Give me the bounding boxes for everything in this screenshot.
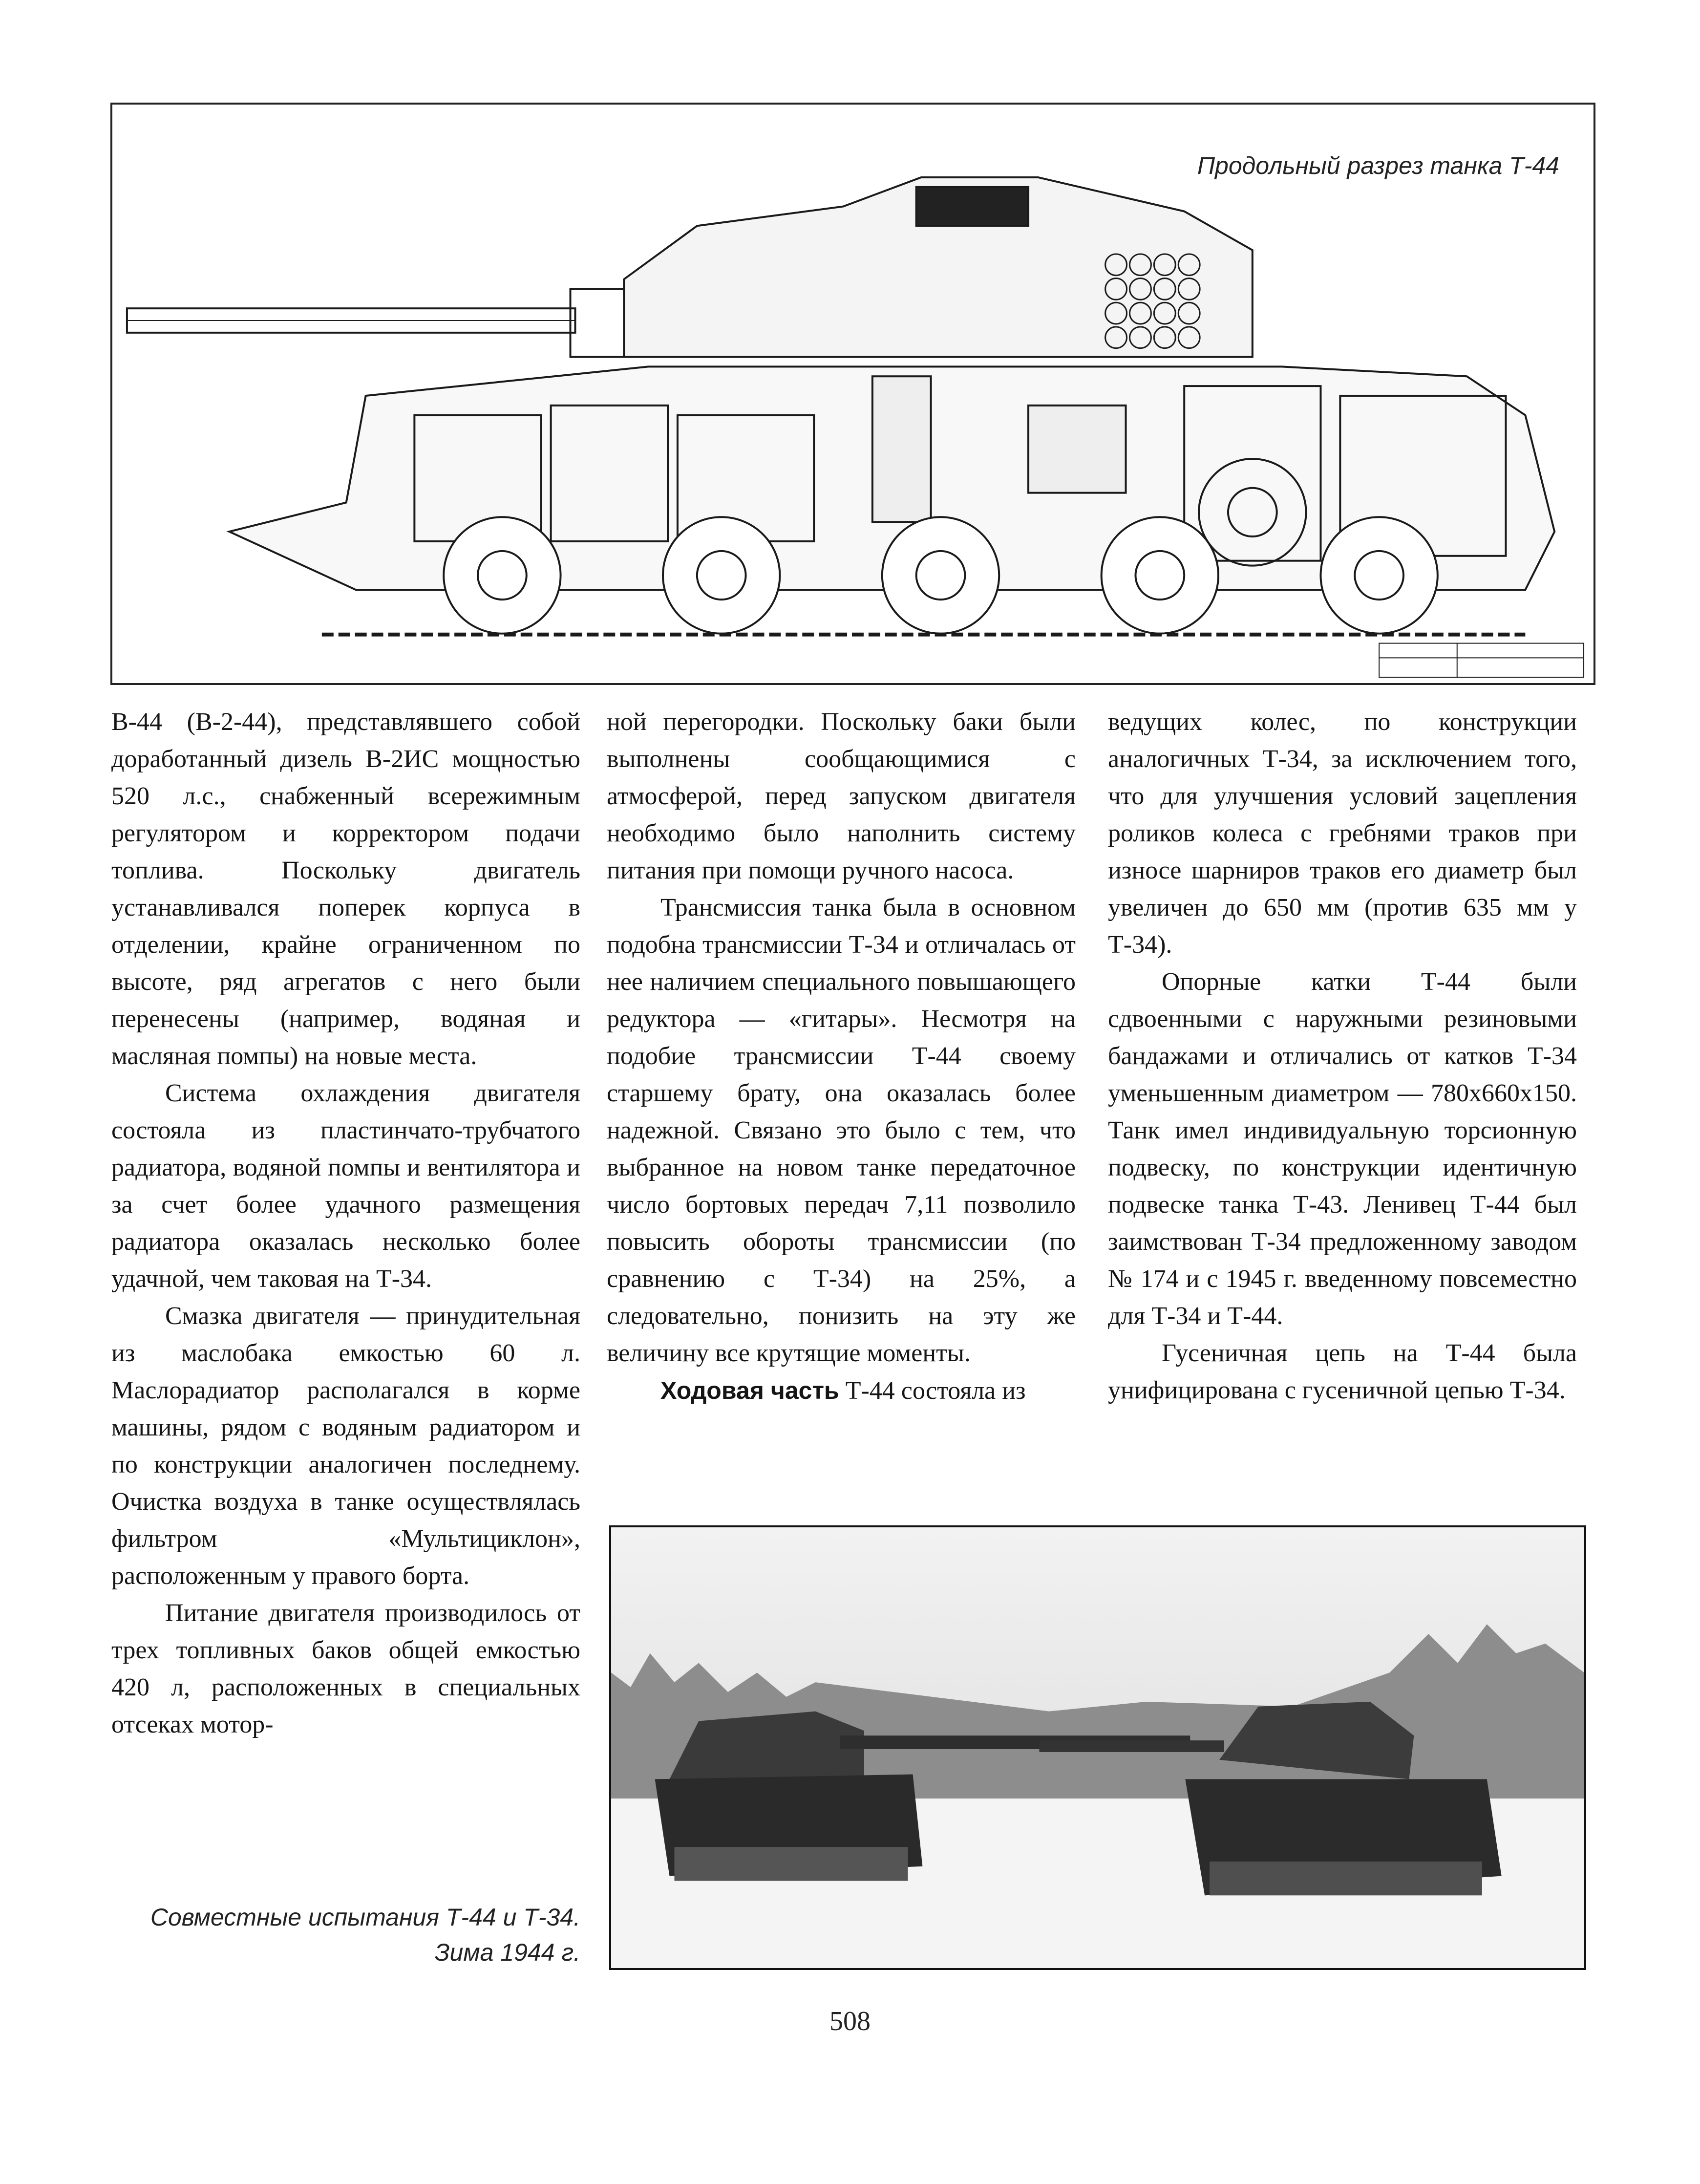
paragraph: Система охлаждения двигателя состояла из пластинчато-трубчатого радиатора, водяной помпы и вентилятора и за счет более удачного размещения радиатора оказалась несколько более удачной, чем таковая на Т-34. [111,1079,580,1293]
paragraph-text: Т-44 состояла из [839,1377,1026,1405]
text-column-3 [1108,704,1577,1409]
photo-image [611,1527,1584,1968]
photo-caption [111,1900,580,1970]
page-number: 508 [829,2006,871,2036]
paragraph: Опорные катки Т-44 были сдвоенными с наружными резиновыми бандажами и отличались от катков Т-34 уменьшенным диаметром — 780х660х150. Танк имел индивидуальную торсионную подвеску, по конструкции идентичную подвеске танка Т-43. Ленивец Т-44 был заимствован Т-34 предложенному заводом № 174 и с 1945 г. введенному повсеместно для Т-34 и Т-44. [1108,968,1577,1330]
photo-caption-line: Совместные испытания Т-44 и Т-34. [150,1904,580,1931]
paragraph: Трансмиссия танка была в основном подобна трансмиссии Т-34 и отличалась от нее наличием специального повышающего редуктора — «гитары». Несмотря на подобие трансмиссии Т-44 своему старшему брату, она оказалась более надежной. Связано это было с тем, что выбранное на новом танке передаточное число бортовых передач 7,11 позволило повысить обороты трансмиссии (по сравнению с Т-34) на 25%, а следовательно, понизить на эту же величину все крутящие моменты. [607,894,1076,1367]
section-lead: Ходовая часть [660,1377,839,1404]
paragraph: Смазка двигателя — принудительная из маслобака емкостью 60 л. Маслорадиатор располагался в корме машины, рядом с водяным радиатором и по конструкции аналогичен последнему. Очистка воздуха в танке осуществлялась фильтром «Мультициклон», расположенным у правого борта. [111,1302,580,1590]
paragraph: ной перегородки. Поскольку баки были выполнены сообщающимися с атмосферой, перед запуском двигателя необходимо было наполнить систему питания при помощи ручного насоса. [607,708,1076,884]
text-column-1 [111,704,580,1743]
photo-caption-line: Зима 1944 г. [434,1939,580,1966]
text-column-2 [607,704,1076,1410]
figure-caption: Продольный разрез танка Т-44 [1197,152,1559,179]
paragraph: ведущих колес, по конструкции аналогичных Т-34, за исключением того, что для улучшения условий зацепления роликов колеса с гребнями траков при износе шарниров траков его диаметр был увеличен до 650 мм (против 635 мм у Т-34). [1108,708,1577,959]
winter-trials-photo [609,1525,1586,1970]
paragraph: Гусеничная цепь на Т-44 была унифицирована с гусеничной цепью Т-34. [1108,1339,1577,1404]
paragraph [607,1372,1076,1410]
tank-cutaway-figure [110,103,1595,685]
paragraph: В-44 (В-2-44), представлявшего собой доработанный дизель В-2ИС мощностью 520 л.с., снабженный всережимным регулятором и корректором подачи топлива. Поскольку двигатель устанавливался поперек корпуса в отделении, крайне ограниченном по высоте, ряд агрегатов с него были перенесены (например, водяная и масляная помпы) на новые места. [111,708,580,1070]
paragraph: Питание двигателя производилось от трех топливных баков общей емкостью 420 л, расположенных в специальных отсеках мотор- [111,1599,580,1738]
tank-cutaway-drawing [112,105,1594,683]
